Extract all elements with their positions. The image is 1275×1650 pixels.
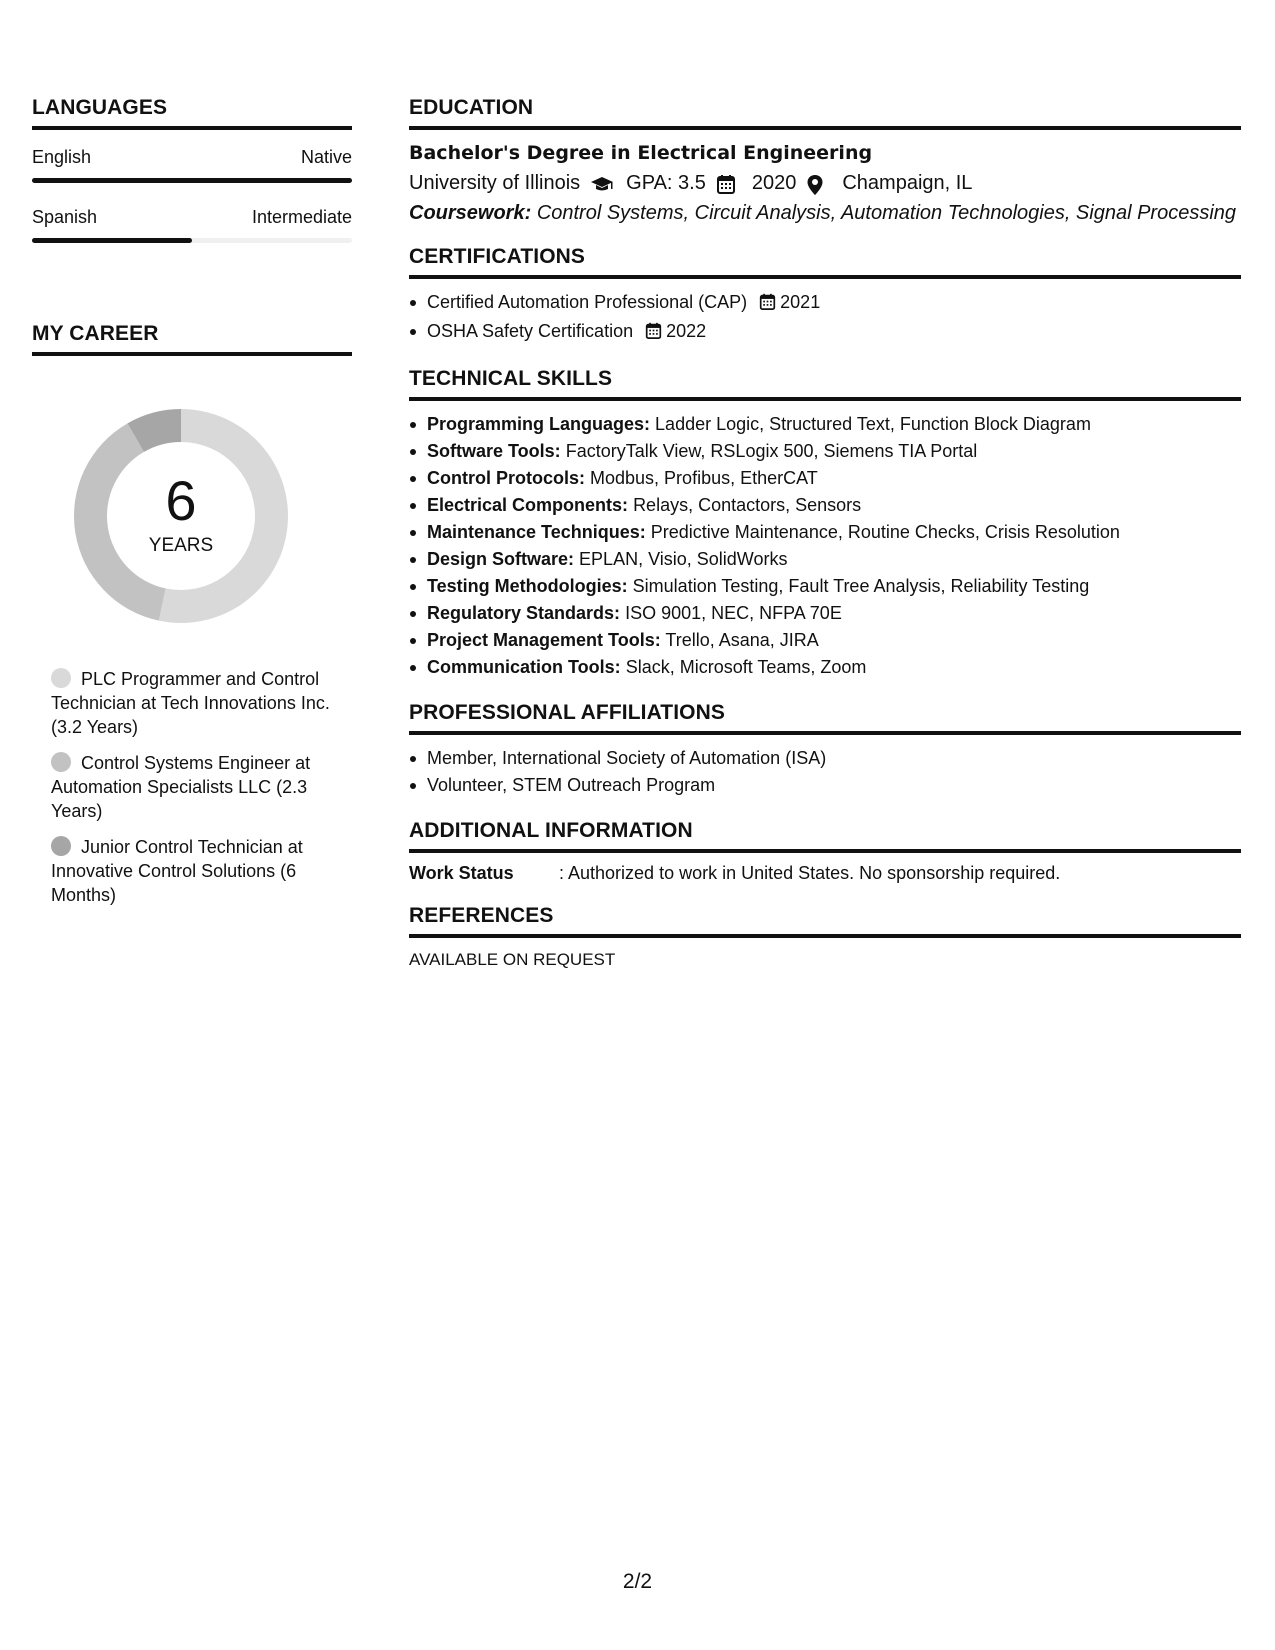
language-proficiency-fill bbox=[32, 238, 192, 243]
skill-value: Trello, Asana, JIRA bbox=[665, 630, 819, 650]
skill-item bbox=[409, 438, 1241, 465]
skill-label: Maintenance Techniques: bbox=[427, 522, 646, 542]
affiliations-title: PROFESSIONAL AFFILIATIONS bbox=[409, 701, 1241, 735]
skill-item bbox=[409, 573, 1241, 600]
certifications-list bbox=[409, 289, 1241, 347]
skill-value: Relays, Contactors, Sensors bbox=[633, 495, 862, 515]
graduation-cap-icon bbox=[590, 174, 614, 194]
career-legend bbox=[51, 667, 341, 907]
skill-value: Simulation Testing, Fault Tree Analysis, Reliability Testing bbox=[632, 576, 1090, 596]
work-status-row bbox=[409, 863, 1241, 884]
skill-value: FactoryTalk View, RSLogix 500, Siemens TIA Portal bbox=[565, 441, 978, 461]
language-level: Native bbox=[300, 147, 352, 167]
education-coursework bbox=[409, 201, 1241, 225]
education-school: University of Illinois bbox=[409, 172, 581, 194]
map-pin-icon bbox=[806, 174, 830, 194]
career-total-years: 6 bbox=[165, 469, 197, 532]
certification-year: 2021 bbox=[780, 292, 821, 312]
coursework-label: Coursework: bbox=[409, 202, 532, 224]
affiliations-section bbox=[409, 701, 1241, 799]
skill-label: Software Tools: bbox=[427, 441, 561, 461]
skill-label: Control Protocols: bbox=[427, 468, 585, 488]
education-degree: Bachelor's Degree in Electrical Engineering bbox=[409, 142, 873, 164]
skill-value: Ladder Logic, Structured Text, Function Block Diagram bbox=[655, 414, 1091, 434]
certification-name: Certified Automation Professional (CAP) bbox=[427, 292, 748, 312]
legend-dot-icon bbox=[51, 752, 71, 772]
skill-value: EPLAN, Visio, SolidWorks bbox=[579, 549, 788, 569]
language-proficiency-fill bbox=[32, 178, 352, 183]
education-year: 2020 bbox=[751, 172, 797, 194]
education-gpa: GPA: 3.5 bbox=[626, 172, 706, 194]
skill-value: Modbus, Profibus, EtherCAT bbox=[590, 468, 818, 488]
education-title: EDUCATION bbox=[409, 96, 1241, 130]
education-section bbox=[409, 96, 1241, 225]
skill-value: Predictive Maintenance, Routine Checks, Crisis Resolution bbox=[650, 522, 1120, 542]
skill-label: Project Management Tools: bbox=[427, 630, 661, 650]
additional-info-title: ADDITIONAL INFORMATION bbox=[409, 819, 1241, 853]
affiliation-item: Volunteer, STEM Outreach Program bbox=[409, 772, 1241, 799]
career-legend-item bbox=[51, 835, 341, 907]
references-section bbox=[409, 904, 1241, 970]
skill-label: Regulatory Standards: bbox=[427, 603, 621, 623]
additional-info-section bbox=[409, 819, 1241, 884]
career-donut-chart bbox=[66, 401, 296, 631]
skill-label: Design Software: bbox=[427, 549, 575, 569]
skill-item bbox=[409, 411, 1241, 438]
legend-dot-icon bbox=[51, 836, 71, 856]
certification-item bbox=[409, 289, 1241, 318]
skills-list bbox=[409, 411, 1241, 681]
affiliation-item: Member, International Society of Automation (ISA) bbox=[409, 745, 1241, 772]
certification-item bbox=[409, 318, 1241, 347]
skill-value: ISO 9001, NEC, NFPA 70E bbox=[625, 603, 842, 623]
skill-item bbox=[409, 600, 1241, 627]
certification-name: OSHA Safety Certification bbox=[427, 321, 634, 341]
work-status-value: : Authorized to work in United States. No sponsorship required. bbox=[559, 863, 1061, 883]
skill-value: Slack, Microsoft Teams, Zoom bbox=[625, 657, 867, 677]
certifications-section bbox=[409, 245, 1241, 347]
legend-dot-icon bbox=[51, 668, 71, 688]
certifications-title: CERTIFICATIONS bbox=[409, 245, 1241, 279]
language-item bbox=[32, 207, 352, 243]
skill-label: Testing Methodologies: bbox=[427, 576, 628, 596]
right-column bbox=[409, 96, 1241, 970]
left-column bbox=[32, 96, 352, 919]
skill-label: Communication Tools: bbox=[427, 657, 621, 677]
work-status-label: Work Status bbox=[409, 863, 514, 883]
career-legend-label: PLC Programmer and Control Technician at Tech Innovations Inc. (3.2 Years) bbox=[51, 669, 330, 737]
education-location: Champaign, IL bbox=[842, 172, 973, 194]
skill-item bbox=[409, 546, 1241, 573]
skill-item bbox=[409, 465, 1241, 492]
references-title: REFERENCES bbox=[409, 904, 1241, 938]
calendar-icon bbox=[716, 174, 740, 194]
skill-label: Electrical Components: bbox=[427, 495, 629, 515]
career-legend-label: Junior Control Technician at Innovative Control Solutions (6 Months) bbox=[51, 837, 303, 905]
coursework-text: Control Systems, Circuit Analysis, Automation Technologies, Signal Processing bbox=[536, 202, 1237, 224]
language-level: Intermediate bbox=[251, 207, 352, 227]
page-number: 2/2 bbox=[622, 1570, 653, 1593]
languages-title: LANGUAGES bbox=[32, 96, 352, 130]
language-item bbox=[32, 147, 352, 183]
skill-item bbox=[409, 627, 1241, 654]
references-text: AVAILABLE ON REQUEST bbox=[409, 950, 616, 969]
language-proficiency-bar bbox=[32, 238, 352, 243]
language-proficiency-bar bbox=[32, 178, 352, 183]
career-legend-item bbox=[51, 667, 341, 739]
education-meta bbox=[409, 172, 1241, 195]
skill-label: Programming Languages: bbox=[427, 414, 651, 434]
skills-title: TECHNICAL SKILLS bbox=[409, 367, 1241, 401]
language-name: English bbox=[32, 147, 92, 167]
career-years-label: YEARS bbox=[148, 535, 214, 556]
skill-item bbox=[409, 654, 1241, 681]
affiliations-list bbox=[409, 745, 1241, 799]
skill-item bbox=[409, 492, 1241, 519]
certification-year: 2022 bbox=[666, 321, 707, 341]
skill-item bbox=[409, 519, 1241, 546]
career-legend-item bbox=[51, 751, 341, 823]
skills-section bbox=[409, 367, 1241, 681]
career-title: MY CAREER bbox=[32, 322, 352, 356]
language-name: Spanish bbox=[32, 207, 98, 227]
career-legend-label: Control Systems Engineer at Automation Specialists LLC (2.3 Years) bbox=[51, 753, 311, 821]
calendar-icon bbox=[645, 320, 662, 347]
calendar-icon bbox=[759, 291, 776, 318]
